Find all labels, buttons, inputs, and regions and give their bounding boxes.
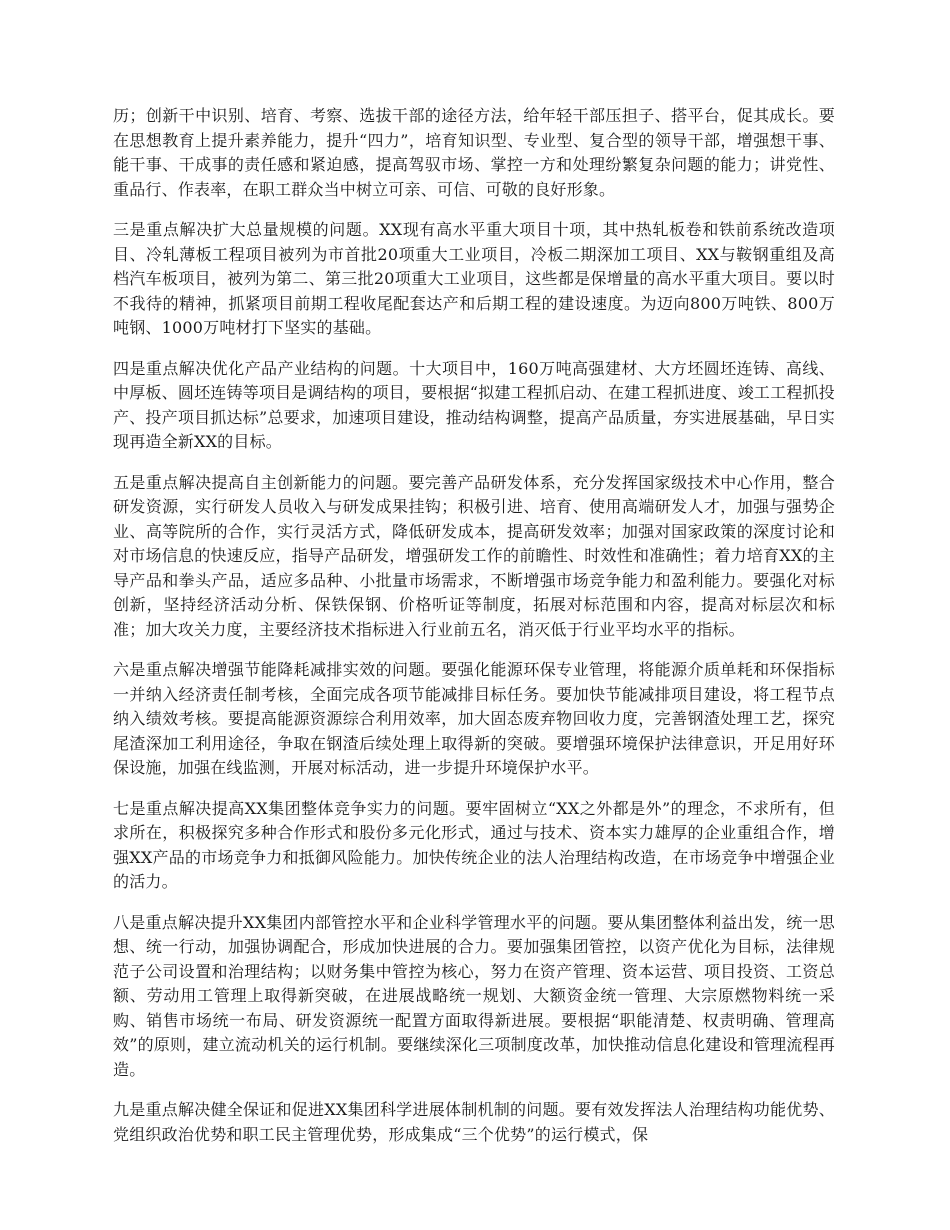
paragraph-point-9: 九是重点解决健全保证和促进XX集团科学进展体制机制的问题。要有效发挥法人治理结构功能优势、党组织政治优势和职工民主管理优势，形成集成“三个优势”的运行模式，保 [113,1100,835,1144]
paragraph-point-7: 七是重点解决提高XX集团整体竞争实力的问题。要牢固树立“XX之外都是外”的理念，不求所有，但求所在，积极探究多种合作形式和股份多元化形式，通过与技术、资本实力雄厚的企业重组合作，增强XX产品的市场竞争力和抵御风险能力。加快传统企业的法人治理结构改造，在市场竞争中增强企业的活力。 [113,798,835,891]
paragraph-point-5: 五是重点解决提高自主创新能力的问题。要完善产品研发体系，充分发挥国家级技术中心作用，整合研发资源，实行研发人员收入与研发成果挂钩；积极引进、培育、使用高端研发人才，加强与强势企业、高等院所的合作，实行灵活方式，降低研发成本，提高研发效率；加强对国家政策的深度讨论和对市场信息的快速反应，指导产品研发，增强研发工作的前瞻性、时效性和准确性；着力培育XX的主导产品和拳头产品，适应多品种、小批量市场需求，不断增强市场竞争能力和盈利能力。要强化对标创新，坚持经济活动分析、保铁保钢、价格听证等制度，拓展对标范围和内容，提高对标层次和标准；加大攻关力度，主要经济技术指标进入行业前五名，消灭低于行业平均水平的指标。 [113,472,835,639]
paragraph-point-8: 八是重点解决提升XX集团内部管控水平和企业科学管理水平的问题。要从集团整体利益出发，统一思想、统一行动，加强协调配合，形成加快进展的合力。要加强集团管控，以资产优化为目标，法律规范子公司设置和治理结构；以财务集中管控为核心，努力在资产管理、资本运营、项目投资、工资总额、劳动用工管理上取得新突破，在进展战略统一规划、大额资金统一管理、大宗原燃物料统一采购、销售市场统一布局、研发资源统一配置方面取得新进展。要根据“职能清楚、权责明确、管理高效”的原则，建立流动机关的运行机制。要继续深化三项制度改革，加快推动信息化建设和管理流程再造。 [113,912,835,1079]
paragraph-continuation: 历；创新干中识别、培育、考察、选拔干部的途径方法，给年轻干部压担子、搭平台，促其成长。要在思想教育上提升素养能力，提升“四力”，培育知识型、专业型、复合型的领导干部，增强想干事、能干事、干成事的责任感和紧迫感，提高驾驭市场、掌控一方和处理纷繁复杂问题的能力；讲党性、重品行、作表率，在职工群众当中树立可亲、可信、可敬的良好形象。 [113,106,835,199]
document-page [113,104,835,1163]
paragraph-point-6: 六是重点解决增强节能降耗减排实效的问题。要强化能源环保专业管理，将能源介质单耗和环保指标一并纳入经济责任制考核，全面完成各项节能减排目标任务。要加快节能减排项目建设，将工程节点纳入绩效考核。要提高能源资源综合利用效率，加大固态废弃物回收力度，完善钢渣处理工艺，探究尾渣深加工利用途径，争取在钢渣后续处理上取得新的突破。要增强环境保护法律意识，开足用好环保设施，加强在线监测，开展对标活动，进一步提升环境保护水平。 [113,660,835,777]
paragraph-point-4: 四是重点解决优化产品产业结构的问题。十大项目中，160万吨高强建材、大方坯圆坯连铸、高线、中厚板、圆坯连铸等项目是调结构的项目，要根据“拟建工程抓启动、在建工程抓进度、竣工工程抓投产、投产项目抓达标”总要求，加速项目建设，推动结构调整，提高产品质量，夯实进展基础，早日实现再造全新XX的目标。 [113,358,835,451]
paragraph-point-3: 三是重点解决扩大总量规模的问题。XX现有高水平重大项目十项，其中热轧板卷和铁前系统改造项目、冷轧薄板工程项目被列为市首批20项重大工业项目，冷板二期深加工项目、XX与鞍钢重组及高档汽车板项目，被列为第二、第三批20项重大工业项目，这些都是保增量的高水平重大项目。要以时不我待的精神，抓紧项目前期工程收尾配套达产和后期工程的建设速度。为迈向800万吨铁、800万吨钢、1000万吨材打下坚实的基础。 [113,220,835,337]
